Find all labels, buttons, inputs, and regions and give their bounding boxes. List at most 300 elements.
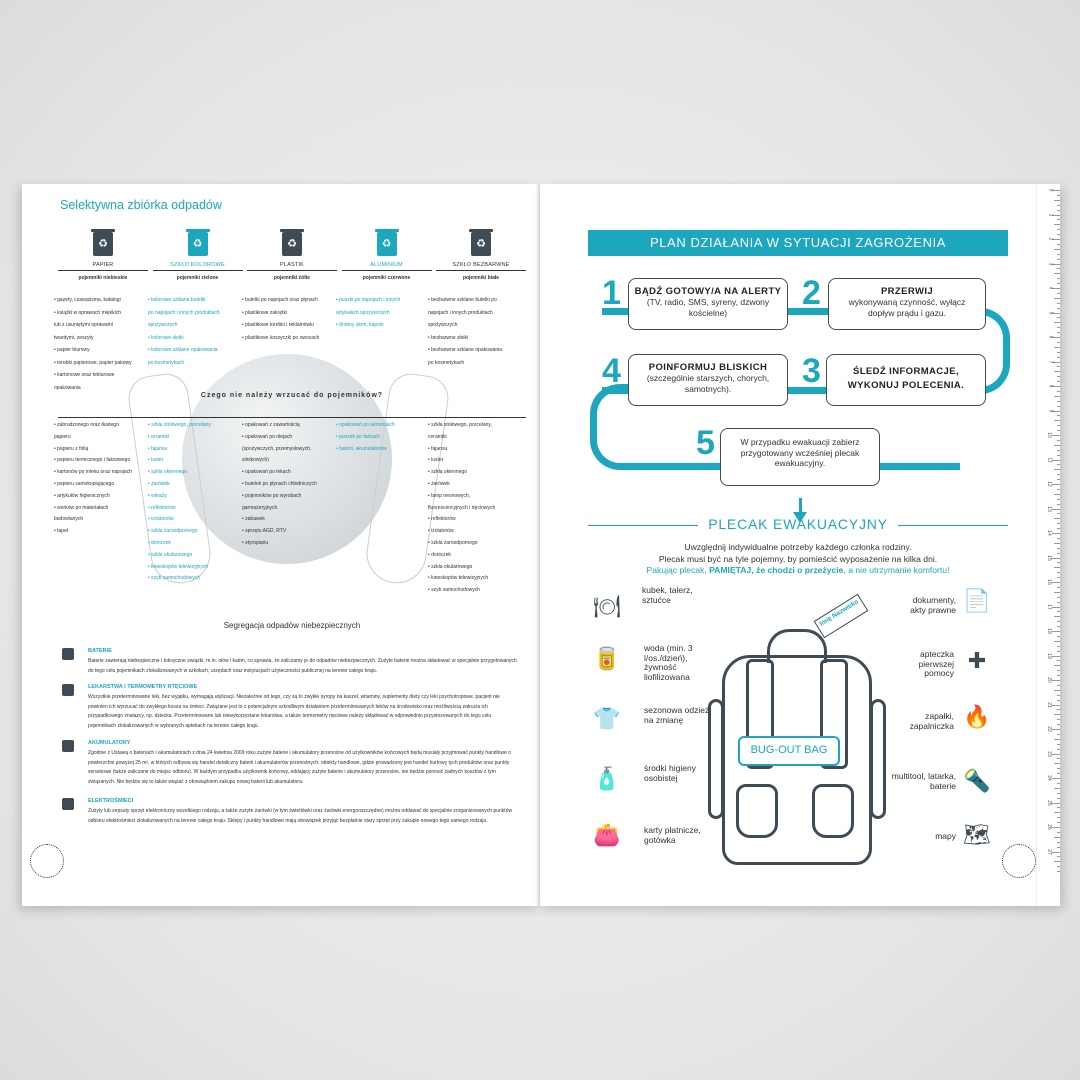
list-item: • gazety, czasopisma, katalogi bbox=[54, 297, 121, 303]
list-item: • butelek po płynach chłodniczych bbox=[242, 480, 317, 487]
ruler-minor-tick bbox=[1057, 430, 1060, 431]
list-item: • szkła żaroodpornego bbox=[428, 539, 478, 546]
list-item: • puszki po napojach i innych bbox=[336, 297, 401, 303]
list-item: • szkła okularowego bbox=[428, 563, 473, 570]
ruler-number: 16 bbox=[1046, 579, 1053, 585]
ruler-minor-tick bbox=[1057, 562, 1060, 563]
list-item: • opakowań z zawartością bbox=[242, 422, 300, 428]
list-item: • baterii, akumulatorów bbox=[336, 445, 387, 452]
list-item: • bezbarwne szklane butelki po bbox=[428, 297, 497, 303]
list-item: • szkła okularowego bbox=[148, 551, 193, 558]
list-item: • butelki po napojach oraz płynach bbox=[242, 297, 318, 303]
step-4-box bbox=[628, 354, 788, 406]
item-water: woda (min. 3 l/os./dzień), żywność liofilizowana bbox=[644, 643, 693, 682]
list-item: • luster bbox=[428, 457, 444, 464]
bug-out-bag-label: BUG-OUT BAG bbox=[738, 736, 840, 766]
ruler-minor-tick bbox=[1057, 768, 1060, 769]
ruler-minor-tick bbox=[1057, 381, 1060, 382]
ruler-tick bbox=[1052, 558, 1060, 559]
ruler-tick bbox=[1052, 582, 1060, 583]
right-page bbox=[540, 184, 1060, 906]
list-item: • doniczek bbox=[148, 539, 171, 546]
list-item: • szkła okiennego bbox=[148, 469, 187, 476]
ruler-number: 6 bbox=[1047, 335, 1054, 339]
ruler-minor-tick bbox=[1057, 317, 1060, 318]
item-multitool: multitool, latarka, baterie bbox=[891, 771, 956, 791]
ruler-number: 7 bbox=[1047, 360, 1054, 363]
list-item: • zabrudzonego oraz tłustego bbox=[54, 422, 119, 428]
hazard-heading: Segregacja odpadów niebezpiecznych bbox=[223, 621, 361, 630]
list-item: • fajansu bbox=[148, 445, 168, 452]
ruler-minor-tick bbox=[1054, 592, 1060, 593]
ruler-minor-tick bbox=[1057, 807, 1060, 808]
ruler-minor-tick bbox=[1057, 303, 1060, 304]
step-3-number: 3 bbox=[802, 352, 821, 390]
list-item: artykułach spożywczych bbox=[336, 309, 390, 316]
list-item: lub z usuniętymi oprawami bbox=[54, 322, 113, 328]
ruler-minor-tick bbox=[1057, 283, 1060, 284]
list-item: • bezbarwne słoiki bbox=[428, 334, 469, 341]
ruler-number: 24 bbox=[1046, 775, 1053, 781]
item-clothes: sezonowa odzież na zmianę bbox=[644, 705, 710, 725]
ruler-minor-tick bbox=[1057, 783, 1060, 784]
ruler-minor-tick bbox=[1057, 391, 1060, 392]
list-item: • opakowań po aerozolach bbox=[336, 422, 395, 428]
plan-banner: PLAN DZIAŁANIA W SYTUACJI ZAGROŻENIA bbox=[588, 230, 1008, 256]
documents-icon: 📄 bbox=[963, 588, 991, 613]
list-item: • kineskopów telewizyjnych bbox=[428, 575, 489, 582]
ruler-tick bbox=[1052, 484, 1060, 485]
name-tag: Imię Nazwisko bbox=[814, 594, 869, 639]
ruler-tick bbox=[1052, 509, 1060, 510]
ruler-minor-tick bbox=[1054, 371, 1060, 372]
item-documents: dokumenty, akty prawne bbox=[910, 595, 956, 615]
ruler-tick bbox=[1052, 729, 1060, 730]
ruler-minor-tick bbox=[1057, 553, 1060, 554]
ruler-tick bbox=[1052, 631, 1060, 632]
ruler-minor-tick bbox=[1057, 259, 1060, 260]
bin-1 bbox=[153, 232, 243, 281]
list-item: budowlanych bbox=[54, 516, 84, 523]
list-item: • kolorowe szklane butelki bbox=[148, 297, 206, 303]
ruler-minor-tick bbox=[1057, 724, 1060, 725]
ruler-minor-tick bbox=[1054, 322, 1060, 323]
ruler-minor-tick bbox=[1054, 616, 1060, 617]
step-5-number: 5 bbox=[696, 424, 715, 462]
hazard-title: BATERIE bbox=[88, 648, 112, 654]
bin-0 bbox=[58, 232, 148, 281]
ruler-minor-tick bbox=[1057, 357, 1060, 358]
ruler-minor-tick bbox=[1057, 342, 1060, 343]
ruler-minor-tick bbox=[1054, 812, 1060, 813]
list-item: po napojach i innych produktach bbox=[148, 309, 220, 316]
item-hygiene: środki higieny osobistej bbox=[644, 763, 696, 783]
hazard-icon bbox=[62, 684, 74, 696]
ruler-minor-tick bbox=[1057, 626, 1060, 627]
ruler-number: 1 bbox=[1047, 213, 1054, 216]
bin-container: pojemniki niebieskie bbox=[78, 275, 128, 281]
bin-allowed-list bbox=[428, 294, 516, 369]
intro-line-2: Plecak musi być na tyle pojemny, by pomieścić wyposażenie na kilka dni. bbox=[658, 553, 938, 564]
hazard-title: LEKARSTWA I TERMOMETRY RTĘCIOWE bbox=[88, 684, 198, 690]
step-2-heading: PRZERWIJ bbox=[880, 286, 934, 297]
bin-allowed-list bbox=[148, 294, 236, 369]
list-item: • żarówek bbox=[428, 480, 450, 487]
step-3-box bbox=[826, 354, 986, 406]
list-item: • torebki papierowe, papier pakowy bbox=[54, 359, 132, 366]
item-first-aid: apteczka pierwszej pomocy bbox=[918, 649, 954, 678]
ruler-number: 23 bbox=[1046, 750, 1053, 757]
not-allowed-heading: Czego nie należy wrzucać do pojemników? bbox=[200, 392, 384, 399]
list-item: • tapet bbox=[54, 528, 69, 535]
ruler-minor-tick bbox=[1057, 278, 1060, 279]
ruler-number: 12 bbox=[1046, 481, 1053, 487]
ruler-number: 17 bbox=[1046, 603, 1053, 610]
list-item: • styropianu bbox=[242, 539, 269, 546]
ruler-minor-tick bbox=[1057, 440, 1060, 441]
ruler-number: 9 bbox=[1047, 409, 1054, 412]
ruler-minor-tick bbox=[1057, 572, 1060, 573]
step-4-heading: POINFORMUJ BLISKICH bbox=[648, 362, 768, 373]
list-item: papieru bbox=[54, 433, 71, 440]
ruler-minor-tick bbox=[1054, 347, 1060, 348]
item-payment: karty płatnicze, gotówka bbox=[644, 825, 701, 845]
ruler-number: 3 bbox=[1047, 262, 1054, 265]
bin-name: PAPIER bbox=[58, 262, 148, 271]
bin-3 bbox=[342, 232, 432, 281]
ruler-tick bbox=[1052, 754, 1060, 755]
ruler-tick bbox=[1052, 656, 1060, 657]
bin-container: pojemniki czerwone bbox=[362, 275, 411, 281]
ruler-minor-tick bbox=[1057, 758, 1060, 759]
bin-not-allowed-list bbox=[336, 420, 424, 455]
ruler-minor-tick bbox=[1057, 499, 1060, 500]
list-item: • szyb samochodowych bbox=[148, 575, 201, 582]
ruler-minor-tick bbox=[1057, 244, 1060, 245]
ruler-minor-tick bbox=[1057, 401, 1060, 402]
ruler-minor-tick bbox=[1057, 866, 1060, 867]
ruler-minor-tick bbox=[1054, 469, 1060, 470]
hygiene-icon: 🧴 bbox=[593, 766, 621, 791]
ruler-minor-tick bbox=[1054, 224, 1060, 225]
ruler-minor-tick bbox=[1057, 798, 1060, 799]
bin-name: ALUMINIUM bbox=[342, 262, 432, 271]
backpack-pocket-left bbox=[736, 784, 778, 838]
ruler-minor-tick bbox=[1054, 837, 1060, 838]
page-title: Selektywna zbiórka odpadów bbox=[60, 198, 222, 212]
ruler-number: 8 bbox=[1047, 384, 1054, 388]
step-3-heading: ŚLEDŹ INFORMACJE, WYKONUJ POLECENIA. bbox=[847, 366, 965, 391]
ruler-minor-tick bbox=[1057, 210, 1060, 211]
ruler-minor-tick bbox=[1057, 474, 1060, 475]
recycle-bin-icon: ♻ bbox=[471, 232, 491, 256]
ruler-tick bbox=[1052, 827, 1060, 828]
ruler-number: 5 bbox=[1047, 311, 1054, 314]
list-item: • pojemników po wyrobach bbox=[242, 492, 302, 499]
list-item: • drobny złom, kapsle bbox=[336, 322, 384, 328]
ruler-number: 18 bbox=[1046, 628, 1053, 634]
bin-not-allowed-list bbox=[428, 420, 516, 597]
ruler-minor-tick bbox=[1057, 464, 1060, 465]
bin-container: pojemniki żółte bbox=[273, 275, 311, 281]
list-item: • papieru samokopiującego bbox=[54, 480, 115, 487]
step-4-text: (szczególnie starszych, chorych, samotnych). bbox=[646, 373, 770, 394]
ruler-minor-tick bbox=[1057, 675, 1060, 676]
map-icon: 🗺 bbox=[963, 822, 991, 847]
ruler-tick bbox=[1052, 435, 1060, 436]
list-item: • lamp neonowych, bbox=[428, 492, 471, 499]
backpack-title: PLECAK EWAKUACYJNY bbox=[588, 516, 1008, 532]
ruler-minor-tick bbox=[1054, 763, 1060, 764]
list-item: spożywczych bbox=[148, 322, 178, 328]
ruler-number: 21 bbox=[1046, 701, 1053, 708]
ruler-minor-tick bbox=[1057, 817, 1060, 818]
ruler-minor-tick bbox=[1054, 690, 1060, 691]
ruler-minor-tick bbox=[1054, 200, 1060, 201]
ruler-minor-tick bbox=[1057, 670, 1060, 671]
list-item: • fajansu bbox=[428, 445, 448, 452]
list-item: • plastikowe koszyczki po owocach bbox=[242, 334, 320, 341]
ruler-number: 4 bbox=[1047, 286, 1054, 290]
step-5-box bbox=[720, 428, 880, 486]
list-item: • opakowań po lekach bbox=[242, 469, 291, 476]
ruler-minor-tick bbox=[1057, 254, 1060, 255]
ruler-minor-tick bbox=[1057, 406, 1060, 407]
item-matches: zapałki, zapalniczka bbox=[909, 711, 954, 731]
step-4-number: 4 bbox=[602, 352, 621, 390]
list-item: • worków po materiałach bbox=[54, 504, 109, 511]
ruler-minor-tick bbox=[1054, 273, 1060, 274]
ruler-minor-tick bbox=[1057, 548, 1060, 549]
ruler-tick bbox=[1052, 705, 1060, 706]
ruler-minor-tick bbox=[1057, 636, 1060, 637]
ruler-minor-tick bbox=[1057, 455, 1060, 456]
bin-not-allowed-list bbox=[148, 420, 236, 585]
water-food-icon: 🥫 bbox=[593, 646, 621, 671]
ruler-minor-tick bbox=[1057, 822, 1060, 823]
list-item: garmażeryjnych bbox=[242, 504, 278, 511]
bin-allowed-list bbox=[242, 294, 330, 344]
wallet-icon: 👛 bbox=[593, 822, 621, 847]
bin-row bbox=[58, 232, 526, 281]
list-item: • kartonowe oraz tekturowe bbox=[54, 372, 115, 378]
list-item: • papieru z folią bbox=[54, 445, 89, 452]
recycle-bin-icon: ♻ bbox=[93, 232, 113, 256]
hazard-text: Wszystkie przeterminowane leki, bez wyjątku, wymagają utylizacji. Niezależnie od tego, czy są to zwykłe syropy na kaszel, witaminy, suplementy diety czy leki psychotropowe, pacjent nie powinien ich wyrzucać do zwykłego kosza na śmieci. Związane jest to z potencjalnym szkodliwym działaniem przeterminowanych leków na środowisko oraz możliwością zatrucia ich przypadkowego znalazcy, np. dziecka. Przeterminowane lub niewykorzystane lekarstwa, a także termometry rtęciowe należy składować w odpowiednio przystosowanych do tego celu pojemnikach zlokalizowanych w wybranych aptekach na terenie całego kraju. bbox=[88, 694, 500, 729]
ruler-number: 26 bbox=[1046, 824, 1053, 830]
ruler-minor-tick bbox=[1057, 528, 1060, 529]
step-1-text: (TV, radio, SMS, syreny, dzwony kościelne) bbox=[646, 297, 770, 318]
ruler-minor-tick bbox=[1054, 518, 1060, 519]
ruler-minor-tick bbox=[1057, 597, 1060, 598]
ruler-minor-tick bbox=[1054, 494, 1060, 495]
ruler-number: 19 bbox=[1046, 652, 1053, 659]
step-5-text: W przypadku ewakuacji zabierz przygotowany wcześniej plecak ewakuacyjny. bbox=[740, 437, 860, 468]
list-item: (spożywczych, przemysłowych, bbox=[242, 445, 312, 452]
bin-name: SZKŁO KOLOROWE bbox=[153, 262, 243, 271]
ruler-minor-tick bbox=[1057, 538, 1060, 539]
ruler-minor-tick bbox=[1057, 205, 1060, 206]
item-dishes: kubek, talerz, sztućce bbox=[642, 585, 693, 605]
ruler-minor-tick bbox=[1054, 788, 1060, 789]
ruler-number: 20 bbox=[1046, 677, 1053, 683]
list-item: fluorescencyjnych i rtęciowych bbox=[428, 504, 496, 511]
ruler-minor-tick bbox=[1057, 719, 1060, 720]
list-item: opakowania bbox=[54, 384, 81, 391]
ruler-minor-tick bbox=[1057, 234, 1060, 235]
bin-container: pojemniki zielone bbox=[176, 275, 219, 281]
ruler-minor-tick bbox=[1057, 219, 1060, 220]
item-maps: mapy bbox=[935, 831, 956, 841]
ruler-number: 0 bbox=[1047, 188, 1054, 192]
ruler-minor-tick bbox=[1057, 513, 1060, 514]
ruler-minor-tick bbox=[1057, 425, 1060, 426]
list-item: • szkła stołowego, porcelany bbox=[148, 422, 211, 428]
bin-4 bbox=[436, 232, 526, 281]
ruler-minor-tick bbox=[1057, 709, 1060, 710]
ruler-tick bbox=[1052, 680, 1060, 681]
hazard-text: Baterie zawierają niebezpieczne i toksyczne związki, m.in. ołów i kadm, co sprawia, że zaliczamy je do odpadów niebezpiecznych. Zużyte baterie można składować w specjalnie przygotowanych do tego celu pojemnikach zlokalizowanych w szkołach, urzędach oraz instytucjach użyteczności publicznej na terenie całego kraju. bbox=[88, 658, 517, 674]
list-item: • kineskopów telewizyjnych bbox=[148, 563, 209, 570]
ruler-minor-tick bbox=[1057, 366, 1060, 367]
ruler-minor-tick bbox=[1057, 793, 1060, 794]
ruler-minor-tick bbox=[1054, 567, 1060, 568]
ruler-minor-tick bbox=[1057, 332, 1060, 333]
list-item: • szkła okiennego bbox=[428, 469, 467, 476]
bin-name: PLASTIK bbox=[247, 262, 337, 271]
bin-allowed-list bbox=[54, 294, 142, 394]
ruler-minor-tick bbox=[1057, 352, 1060, 353]
backpack-side-left bbox=[708, 699, 724, 819]
list-item: • książki w oprawach miękkich bbox=[54, 309, 122, 316]
ruler-minor-tick bbox=[1057, 871, 1060, 872]
ruler-number: 25 bbox=[1046, 799, 1053, 806]
decorative-dots bbox=[1002, 844, 1036, 878]
ruler-minor-tick bbox=[1057, 602, 1060, 603]
clothes-icon: 👕 bbox=[593, 706, 621, 731]
ruler-number: 14 bbox=[1046, 530, 1053, 536]
matches-icon: 🔥 bbox=[963, 704, 991, 729]
ruler-number: 10 bbox=[1046, 432, 1053, 438]
bin-container: pojemniki białe bbox=[462, 275, 500, 281]
ruler-minor-tick bbox=[1057, 195, 1060, 196]
ruler-minor-tick bbox=[1054, 641, 1060, 642]
list-item: • opakowań po olejach bbox=[242, 433, 293, 440]
ruler-number: 13 bbox=[1046, 505, 1053, 512]
list-item: • izolatorów bbox=[148, 516, 174, 523]
ruler-minor-tick bbox=[1054, 665, 1060, 666]
ruler-minor-tick bbox=[1057, 376, 1060, 377]
list-item: • papieru termicznego i faksowego bbox=[54, 457, 131, 464]
ruler-minor-tick bbox=[1054, 714, 1060, 715]
list-item: • puszek po farbach bbox=[336, 433, 380, 440]
ruler-minor-tick bbox=[1057, 415, 1060, 416]
ruler-minor-tick bbox=[1057, 685, 1060, 686]
list-item: po kosmetykach bbox=[148, 359, 185, 366]
hazard-text: Zużyty lub zepsuty sprzęt elektroniczny wszelkiego rodzaju, a także zużyte żarówki (w tym świetlówki oraz żarówki energooszczędne) można oddawać do specjalnie zorganizowanych punktów odbioru elektrośmieci zlokalizowanych na terenie całego kraju. Sklepy i punkty handlowe mają obowiązek przyjąć bezpłatnie stary sprzęt przy zakupie nowego tego samego rodzaju. bbox=[88, 808, 513, 824]
list-item: i ceramiki bbox=[148, 433, 170, 440]
ruler-minor-tick bbox=[1057, 489, 1060, 490]
ruler-minor-tick bbox=[1057, 832, 1060, 833]
list-item: napojach i innych produktach bbox=[428, 309, 493, 316]
ruler-minor-tick bbox=[1057, 577, 1060, 578]
ruler-minor-tick bbox=[1057, 479, 1060, 480]
list-item: • kolorowe szklane opakowania bbox=[148, 347, 218, 353]
list-item: • papier biurowy bbox=[54, 347, 90, 353]
ruler-minor-tick bbox=[1057, 327, 1060, 328]
bin-2 bbox=[247, 232, 337, 281]
bin-allowed-list bbox=[336, 294, 424, 332]
step-2-text: wykonywaną czynność, wyłącz dopływ prądu i gazu. bbox=[848, 297, 966, 318]
backpack-side-right bbox=[870, 699, 886, 819]
ruler-minor-tick bbox=[1057, 749, 1060, 750]
ruler-minor-tick bbox=[1057, 450, 1060, 451]
list-item: • kartonów po mleku oraz napojach bbox=[54, 469, 132, 476]
ruler-minor-tick bbox=[1057, 646, 1060, 647]
list-item: twardymi, zeszyty bbox=[54, 334, 94, 341]
ruler-minor-tick bbox=[1057, 504, 1060, 505]
ruler-minor-tick bbox=[1057, 700, 1060, 701]
ruler-minor-tick bbox=[1057, 293, 1060, 294]
ruler-minor-tick bbox=[1057, 773, 1060, 774]
dishes-icon: 🍽 bbox=[593, 594, 621, 619]
hazard-icon bbox=[62, 798, 74, 810]
ruler-minor-tick bbox=[1057, 660, 1060, 661]
ruler-minor-tick bbox=[1054, 445, 1060, 446]
step-1-number: 1 bbox=[602, 274, 621, 312]
backpack-pocket-right bbox=[812, 784, 854, 838]
intro-line-1: Uwzględnij indywidualne potrzeby każdego członka rodziny. bbox=[684, 542, 912, 552]
ruler-number: 15 bbox=[1046, 554, 1053, 561]
step-2-box bbox=[828, 278, 986, 330]
hazard-title: ELEKTROŚMIECI bbox=[88, 798, 134, 804]
list-item: • izolatorów bbox=[428, 528, 454, 535]
ruler-minor-tick bbox=[1054, 739, 1060, 740]
list-item: • kolorowe słoiki bbox=[148, 334, 184, 341]
ruler-tick bbox=[1052, 778, 1060, 779]
ruler-minor-tick bbox=[1057, 268, 1060, 269]
multitool-icon: 🔦 bbox=[963, 768, 991, 793]
step-1-heading: BĄDŹ GOTOWY/A NA ALERTY bbox=[634, 286, 782, 297]
ruler-minor-tick bbox=[1054, 861, 1060, 862]
list-item: • doniczek bbox=[428, 551, 451, 558]
list-item: • luster bbox=[148, 457, 164, 464]
ruler-number: 2 bbox=[1047, 237, 1054, 241]
ruler-minor-tick bbox=[1054, 298, 1060, 299]
list-item: • szyb samochodowych bbox=[428, 587, 481, 594]
ruler-minor-tick bbox=[1057, 611, 1060, 612]
ruler-minor-tick bbox=[1057, 744, 1060, 745]
list-item: • witraży bbox=[148, 492, 167, 499]
list-item: • bezbarwne szklane opakowania bbox=[428, 347, 503, 353]
ruler-tick bbox=[1052, 607, 1060, 608]
list-item: • artykułów higienicznych bbox=[54, 492, 110, 499]
ruler-minor-tick bbox=[1057, 651, 1060, 652]
list-item: • reflektorów bbox=[148, 504, 176, 511]
intro-line-3: Pakując plecak, PAMIĘTAJ, że chodzi o przeżycie, a nie utrzymanie komfortu! bbox=[646, 565, 950, 575]
list-item: • reflektorów bbox=[428, 516, 456, 523]
bin-not-allowed-list bbox=[54, 420, 142, 538]
ruler-minor-tick bbox=[1057, 621, 1060, 622]
ruler-tick bbox=[1052, 533, 1060, 534]
ruler-number: 27 bbox=[1046, 848, 1053, 855]
backpack-intro bbox=[588, 542, 1008, 577]
hazard-icon bbox=[62, 740, 74, 752]
list-item: • żarówek bbox=[148, 480, 170, 487]
list-item: • plastikowe torebki i reklamówki bbox=[242, 322, 314, 328]
first-aid-icon: ✚ bbox=[967, 648, 987, 673]
ruler-minor-tick bbox=[1057, 734, 1060, 735]
